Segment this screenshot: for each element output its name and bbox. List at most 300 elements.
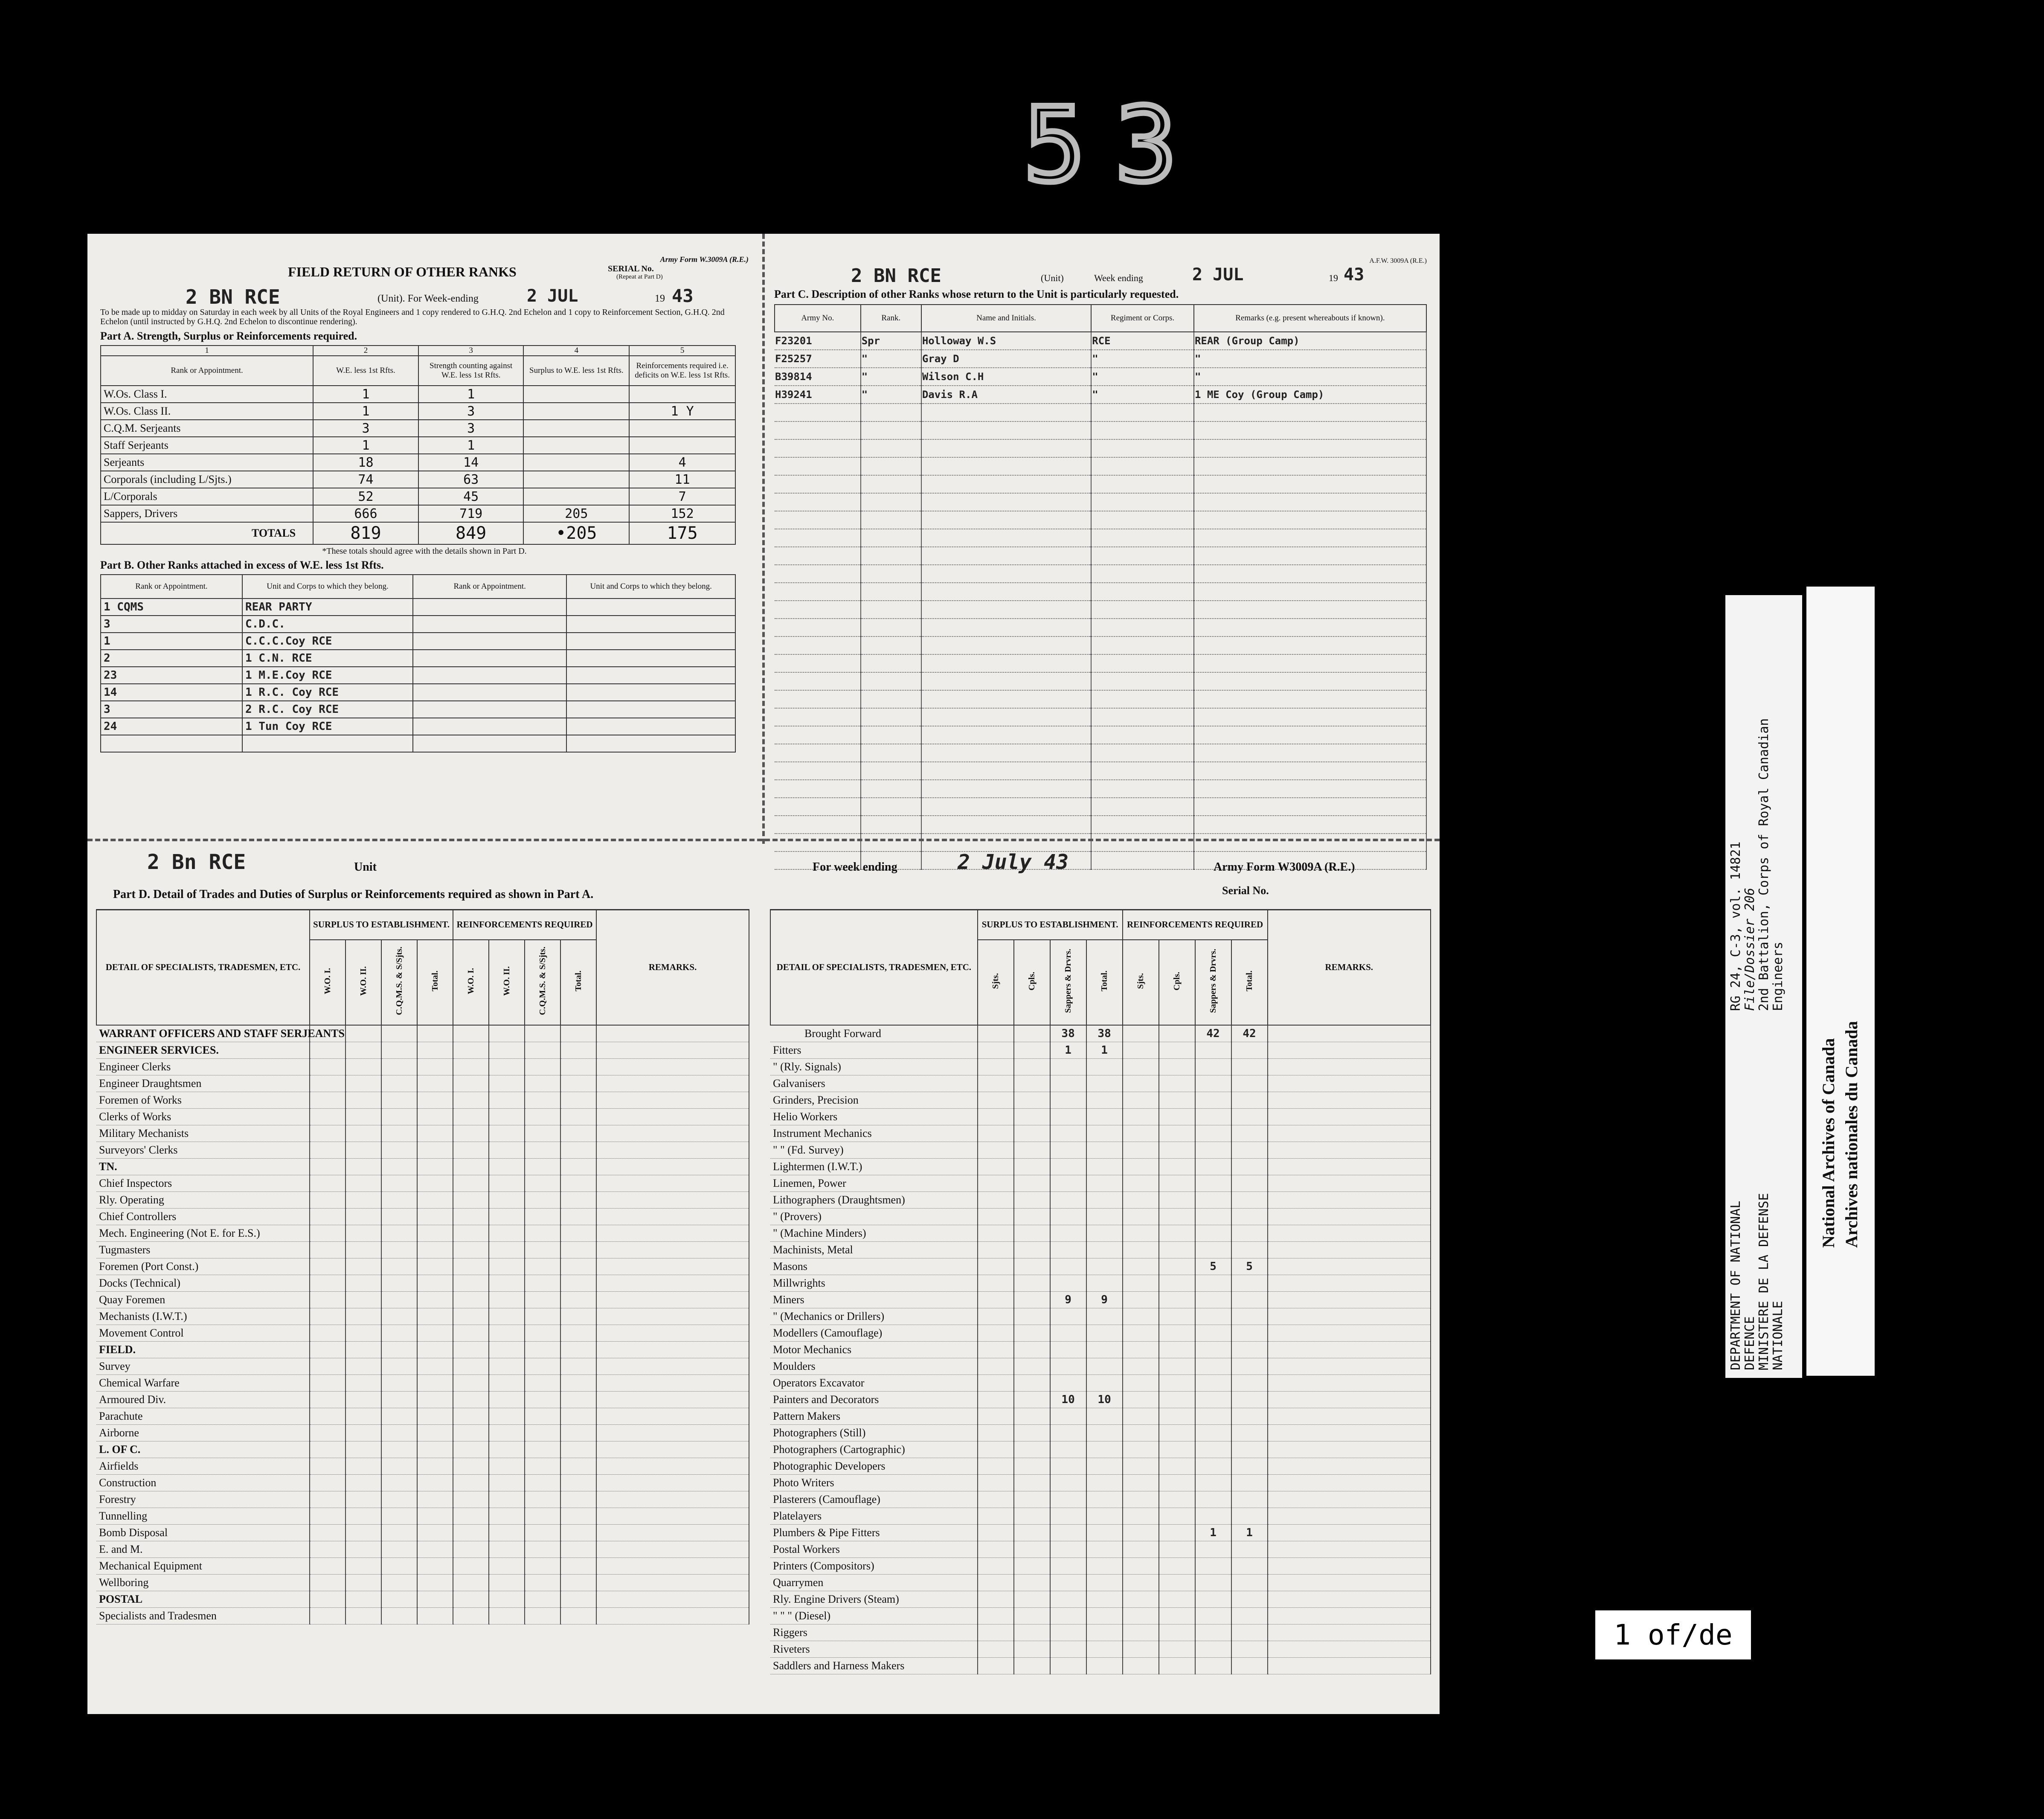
subcol-sappers: Sappers & Drvrs. (1063, 949, 1073, 1013)
department-line: NATIONALE (1771, 1301, 1786, 1370)
count-cell (1050, 1358, 1086, 1374)
rank-cell: 3 (101, 701, 242, 718)
rank-cell: " (861, 386, 921, 404)
trade-label: Tugmasters (96, 1241, 310, 1258)
we-cell: 666 (313, 505, 418, 522)
trade-label: Fitters (770, 1042, 978, 1058)
unit-cell: REAR PARTY (242, 599, 413, 616)
table-row (101, 735, 735, 752)
count-cell (1231, 1358, 1268, 1374)
trade-label: Chemical Warfare (96, 1374, 310, 1391)
count-cell (1195, 1208, 1231, 1225)
table-row (96, 1092, 749, 1108)
table-row (96, 1042, 749, 1058)
header-rank: Rank or Appointment. (101, 356, 313, 386)
header-remarks: Remarks (e.g. present whereabouts if known). (1194, 305, 1426, 332)
trade-label: Engineer Draughtsmen (96, 1075, 310, 1092)
trade-label: " (Machine Minders) (770, 1225, 978, 1241)
trade-label: Movement Control (96, 1325, 310, 1341)
rank-cell: " (861, 350, 921, 368)
trade-label: Quay Foremen (96, 1291, 310, 1308)
count-cell (1050, 1092, 1086, 1108)
part-c-title: Part C. Description of other Ranks whose return to the Unit is particularly requested. (774, 288, 1179, 300)
trade-label: Surveyors' Clerks (96, 1142, 310, 1158)
count-cell (1086, 1075, 1123, 1092)
corps-cell: " (1091, 386, 1194, 404)
reference-line: File/Dossier 206 (1742, 888, 1757, 1011)
count-cell (1195, 1308, 1231, 1325)
trade-label: Foremen (Port Const.) (96, 1258, 310, 1275)
table-row (96, 1607, 749, 1624)
unit-cell: 1 C.N. RCE (242, 650, 413, 667)
count-cell (1231, 1075, 1268, 1092)
surplus-cell (523, 437, 629, 454)
document-page (87, 234, 1440, 1714)
table-row (770, 1025, 1431, 1042)
table-row (770, 1408, 1431, 1424)
table-row (770, 1142, 1431, 1158)
table-row (770, 1092, 1431, 1108)
part-c-section (774, 257, 1427, 870)
table-row (770, 1308, 1431, 1325)
subcol-wo1: W.O. I. (322, 968, 332, 994)
trade-label: Mechanists (I.W.T.) (96, 1308, 310, 1325)
corps-cell: " (1091, 368, 1194, 386)
count-cell (1086, 1275, 1123, 1291)
count-cell: 42 (1195, 1025, 1231, 1042)
count-cell (1231, 1508, 1268, 1524)
count-cell (1231, 1308, 1268, 1325)
trade-label: Chief Inspectors (96, 1175, 310, 1191)
table-row (770, 1458, 1431, 1474)
count-cell (1195, 1241, 1231, 1258)
count-cell (1086, 1241, 1123, 1258)
count-cell (1195, 1175, 1231, 1191)
count-cell (1050, 1208, 1086, 1225)
table-row (770, 1591, 1431, 1607)
table-row (101, 386, 735, 403)
table-row (770, 1042, 1431, 1058)
part-d-army-form: Army Form W3009A (R.E.) (1214, 860, 1355, 874)
count-cell: 1 (1050, 1042, 1086, 1058)
trade-label: Survey (96, 1358, 310, 1374)
rank-cell: 1 CQMS (101, 599, 242, 616)
table-row (775, 386, 1426, 404)
total-we: 819 (313, 522, 418, 544)
count-cell (1050, 1557, 1086, 1574)
trade-label: Foremen of Works (96, 1092, 310, 1108)
reinf-cell: 4 (629, 454, 735, 471)
name-cell: Davis R.A (921, 386, 1091, 404)
col-number: 2 (313, 346, 418, 356)
total-surplus: •205 (523, 522, 629, 544)
trade-label: Rly. Engine Drivers (Steam) (770, 1591, 978, 1607)
reference-line: 2nd Battalion, Corps of Royal Canadian (1757, 718, 1771, 1011)
totals-note: *These totals should agree with the details shown in Part D. (322, 546, 527, 556)
part-d-serial: Serial No. (1222, 884, 1269, 897)
part-d-left-table (96, 909, 749, 1624)
trade-label: Photo Writers (770, 1474, 978, 1491)
table-row (770, 1541, 1431, 1557)
trade-label: TN. (96, 1158, 310, 1175)
remarks-cell: " (1194, 368, 1426, 386)
header-unit: Unit and Corps to which they belong. (566, 575, 735, 599)
count-cell (1086, 1524, 1123, 1541)
rank-cell: 3 (101, 616, 242, 633)
count-cell (1086, 1641, 1123, 1657)
header-army-no: Army No. (775, 305, 861, 332)
name-cell: Gray D (921, 350, 1091, 368)
count-cell (1050, 1607, 1086, 1624)
table-row (775, 350, 1426, 368)
trade-label: Photographers (Still) (770, 1424, 978, 1441)
count-cell (1231, 1391, 1268, 1408)
count-cell: 1 (1195, 1524, 1231, 1541)
count-cell (1086, 1125, 1123, 1142)
count-cell (1195, 1441, 1231, 1458)
count-cell (1086, 1557, 1123, 1574)
trade-label: Operators Excavator (770, 1374, 978, 1391)
count-cell (1050, 1142, 1086, 1158)
count-cell (1050, 1491, 1086, 1508)
count-cell (1086, 1142, 1123, 1158)
we-cell: 3 (313, 420, 418, 437)
part-c-unit-label: (Unit) (1041, 273, 1064, 283)
table-row (96, 1541, 749, 1557)
count-cell (1231, 1591, 1268, 1607)
count-cell: 10 (1086, 1391, 1123, 1408)
totals-row (101, 522, 735, 544)
trade-label: Quarrymen (770, 1574, 978, 1591)
count-cell (1231, 1208, 1268, 1225)
count-cell: 9 (1050, 1291, 1086, 1308)
table-row (96, 1291, 749, 1308)
header-strength: Strength counting against W.E. less 1st Rfts. (418, 356, 524, 386)
col-number: 5 (629, 346, 735, 356)
subcol-sjts: Sjts. (990, 973, 1000, 989)
trade-label: Wellboring (96, 1574, 310, 1591)
table-row (770, 1108, 1431, 1125)
count-cell (1195, 1341, 1231, 1358)
count-cell: 38 (1050, 1025, 1086, 1042)
archives-fr: Archives nationales du Canada (1842, 1021, 1861, 1248)
table-row (775, 654, 1426, 672)
count-cell: 9 (1086, 1291, 1123, 1308)
count-cell: 5 (1195, 1258, 1231, 1275)
table-row (101, 718, 735, 735)
table-row (96, 1308, 749, 1325)
part-c-table (774, 304, 1427, 870)
rank-cell: 14 (101, 684, 242, 701)
count-cell (1231, 1158, 1268, 1175)
trade-label: Chief Controllers (96, 1208, 310, 1225)
rank-cell: W.Os. Class I. (101, 386, 313, 403)
count-cell (1231, 1474, 1268, 1491)
table-row (101, 471, 735, 488)
table-row (770, 1158, 1431, 1175)
count-cell (1195, 1557, 1231, 1574)
part-d-week-label: For week ending (813, 860, 897, 874)
count-cell (1195, 1391, 1231, 1408)
table-row (770, 1641, 1431, 1657)
part-d-section (96, 850, 1431, 1788)
trade-label: Helio Workers (770, 1108, 978, 1125)
trade-label: Modellers (Camouflage) (770, 1325, 978, 1341)
count-cell (1195, 1591, 1231, 1607)
trade-label: Instrument Mechanics (770, 1125, 978, 1142)
table-row (96, 1158, 749, 1175)
trade-label: Grinders, Precision (770, 1092, 978, 1108)
archive-reference-card (1725, 595, 1802, 1378)
table-row (770, 1358, 1431, 1374)
count-cell (1195, 1574, 1231, 1591)
table-row (775, 547, 1426, 565)
count-cell (1195, 1508, 1231, 1524)
table-row (96, 1225, 749, 1241)
part-c-year: 43 (1344, 265, 1365, 285)
count-cell (1195, 1358, 1231, 1374)
part-c-unit: 2 BN RCE (851, 265, 941, 287)
trade-label: ENGINEER SERVICES. (96, 1042, 310, 1058)
table-row (96, 1474, 749, 1491)
surplus-cell (523, 454, 629, 471)
table-row (101, 437, 735, 454)
rank-cell: Corporals (including L/Sjts.) (101, 471, 313, 488)
reinf-cell: 11 (629, 471, 735, 488)
department-line: DEPARTMENT OF NATIONAL (1728, 1200, 1743, 1370)
table-row (775, 816, 1426, 834)
frame-number: 53 (1024, 85, 1207, 205)
trade-label: Mech. Engineering (Not E. for E.S.) (96, 1225, 310, 1241)
remarks-header: REMARKS. (596, 910, 749, 1025)
surplus-header: SURPLUS TO ESTABLISHMENT. (978, 910, 1123, 940)
serial-no-label: SERIAL No. (608, 264, 654, 273)
count-cell (1050, 1541, 1086, 1557)
count-cell (1050, 1158, 1086, 1175)
part-d-unit-label: Unit (354, 860, 377, 874)
count-cell (1195, 1641, 1231, 1657)
count-cell (1086, 1225, 1123, 1241)
count-cell (1231, 1042, 1268, 1058)
count-cell (1086, 1657, 1123, 1674)
count-cell (1231, 1125, 1268, 1142)
table-row (770, 1208, 1431, 1225)
remarks-cell: REAR (Group Camp) (1194, 332, 1426, 350)
table-row (770, 1391, 1431, 1408)
count-cell (1231, 1441, 1268, 1458)
count-cell (1231, 1607, 1268, 1624)
count-cell (1195, 1374, 1231, 1391)
count-cell (1195, 1125, 1231, 1142)
table-row (775, 583, 1426, 601)
table-row (775, 780, 1426, 798)
count-cell (1050, 1374, 1086, 1391)
unit-cell (242, 735, 413, 752)
header-rank: Rank. (861, 305, 921, 332)
reinf-cell (629, 386, 735, 403)
count-cell (1086, 1491, 1123, 1508)
table-row (770, 1325, 1431, 1341)
trade-label: Saddlers and Harness Makers (770, 1657, 978, 1674)
count-cell (1195, 1325, 1231, 1341)
count-cell (1086, 1258, 1123, 1275)
rank-cell: C.Q.M. Serjeants (101, 420, 313, 437)
count-cell: 1 (1231, 1524, 1268, 1541)
totals-label: TOTALS (101, 522, 313, 544)
table-row (770, 1275, 1431, 1291)
count-cell (1050, 1657, 1086, 1674)
subcol-wo2: W.O. II. (358, 966, 368, 996)
department-line: DEFENCE (1742, 1316, 1757, 1370)
count-cell (1050, 1441, 1086, 1458)
table-row (101, 650, 735, 667)
count-cell (1231, 1191, 1268, 1208)
remarks-header: REMARKS. (1268, 910, 1431, 1025)
unit-cell: 1 R.C. Coy RCE (242, 684, 413, 701)
rank-cell: 1 (101, 633, 242, 650)
count-cell (1086, 1441, 1123, 1458)
count-cell (1231, 1557, 1268, 1574)
rank-cell: W.Os. Class II. (101, 403, 313, 420)
count-cell (1231, 1325, 1268, 1341)
table-row (775, 457, 1426, 475)
archives-name-card (1806, 587, 1875, 1376)
subcol-wo1: W.O. I. (466, 968, 476, 994)
name-cell: Wilson C.H (921, 368, 1091, 386)
unit-handwritten: 2 BN RCE (186, 285, 280, 308)
table-row (770, 1341, 1431, 1358)
table-row (101, 420, 735, 437)
rank-cell: Spr (861, 332, 921, 350)
table-row (101, 633, 735, 650)
count-cell (1231, 1641, 1268, 1657)
count-cell (1231, 1624, 1268, 1641)
total-reinf: 175 (629, 522, 735, 544)
table-row (770, 1225, 1431, 1241)
part-b-title: Part B. Other Ranks attached in excess of W.E. less 1st Rfts. (100, 559, 384, 571)
count-cell (1086, 1591, 1123, 1607)
count-cell (1231, 1574, 1268, 1591)
count-cell (1050, 1258, 1086, 1275)
table-row (770, 1607, 1431, 1624)
count-cell (1086, 1358, 1123, 1374)
count-cell (1231, 1175, 1268, 1191)
count-cell (1050, 1325, 1086, 1341)
count-cell (1086, 1424, 1123, 1441)
table-row (770, 1241, 1431, 1258)
count-cell (1050, 1075, 1086, 1092)
subcol-cqms: C.Q.M.S. & S/Sjts. (537, 947, 547, 1015)
surplus-cell (523, 420, 629, 437)
surplus-cell (523, 488, 629, 505)
trade-label: Armoured Div. (96, 1391, 310, 1408)
count-cell (1050, 1408, 1086, 1424)
remarks-cell: 1 ME Coy (Group Camp) (1194, 386, 1426, 404)
table-row (770, 1657, 1431, 1674)
table-row (96, 1325, 749, 1341)
table-row (96, 1458, 749, 1474)
count-cell: 38 (1086, 1025, 1123, 1042)
part-c-week-label: Week ending (1094, 273, 1143, 283)
table-row (775, 565, 1426, 583)
count-cell (1086, 1541, 1123, 1557)
table-row (101, 667, 735, 684)
strength-cell: 1 (418, 386, 524, 403)
part-a-title: Part A. Strength, Surplus or Reinforcements required. (100, 330, 357, 342)
count-cell (1231, 1424, 1268, 1441)
count-cell (1050, 1175, 1086, 1191)
subcol-sappers: Sappers & Drvrs. (1208, 949, 1218, 1013)
col-number: 1 (101, 346, 313, 356)
trade-label: Engineer Clerks (96, 1058, 310, 1075)
table-row (770, 1524, 1431, 1541)
count-cell (1231, 1291, 1268, 1308)
table-row (770, 1491, 1431, 1508)
unit-cell: 2 R.C. Coy RCE (242, 701, 413, 718)
count-cell (1050, 1241, 1086, 1258)
trade-label: Miners (770, 1291, 978, 1308)
trade-label: Plumbers & Pipe Fitters (770, 1524, 978, 1541)
table-row (101, 701, 735, 718)
trade-label: Clerks of Works (96, 1108, 310, 1125)
count-cell (1231, 1341, 1268, 1358)
table-row (775, 762, 1426, 780)
return-title: FIELD RETURN OF OTHER RANKS (288, 264, 517, 279)
trade-label: Moulders (770, 1358, 978, 1374)
part-d-unit: 2 Bn RCE (147, 850, 246, 874)
table-row (96, 1391, 749, 1408)
count-cell (1195, 1158, 1231, 1175)
part-d-title: Part D. Detail of Trades and Duties of Surplus or Reinforcements required as shown in Part A. (113, 888, 594, 901)
table-row (96, 1508, 749, 1524)
count-cell (1086, 1175, 1123, 1191)
trade-label: Lightermen (I.W.T.) (770, 1158, 978, 1175)
trade-label: Riggers (770, 1624, 978, 1641)
corps-cell: RCE (1091, 332, 1194, 350)
trade-label: Millwrights (770, 1275, 978, 1291)
subcol-total: Total. (430, 971, 440, 991)
col-number: 3 (418, 346, 524, 356)
count-cell (1231, 1241, 1268, 1258)
table-row (775, 672, 1426, 690)
subcol-wo2: W.O. II. (502, 966, 511, 996)
unit-cell: 1 M.E.Coy RCE (242, 667, 413, 684)
table-row (775, 332, 1426, 350)
header-rank: Rank or Appointment. (101, 575, 242, 599)
table-row (101, 403, 735, 420)
count-cell (1050, 1191, 1086, 1208)
table-row (770, 1075, 1431, 1092)
army-no-cell: F23201 (775, 332, 861, 350)
count-cell (1231, 1275, 1268, 1291)
table-row (101, 684, 735, 701)
table-row (96, 1208, 749, 1225)
header-unit: Unit and Corps to which they belong. (242, 575, 413, 599)
table-row (101, 505, 735, 522)
trade-label: Construction (96, 1474, 310, 1491)
count-cell (1231, 1491, 1268, 1508)
we-cell: 1 (313, 403, 418, 420)
trade-label: " " " (Diesel) (770, 1607, 978, 1624)
reinf-header: REINFORCEMENTS REQUIRED (453, 910, 596, 940)
table-row (775, 368, 1426, 386)
trade-label: Pattern Makers (770, 1408, 978, 1424)
trade-label: FIELD. (96, 1341, 310, 1358)
trade-label: Rly. Operating (96, 1191, 310, 1208)
army-no-cell: B39814 (775, 368, 861, 386)
count-cell: 42 (1231, 1025, 1268, 1042)
table-row (101, 599, 735, 616)
